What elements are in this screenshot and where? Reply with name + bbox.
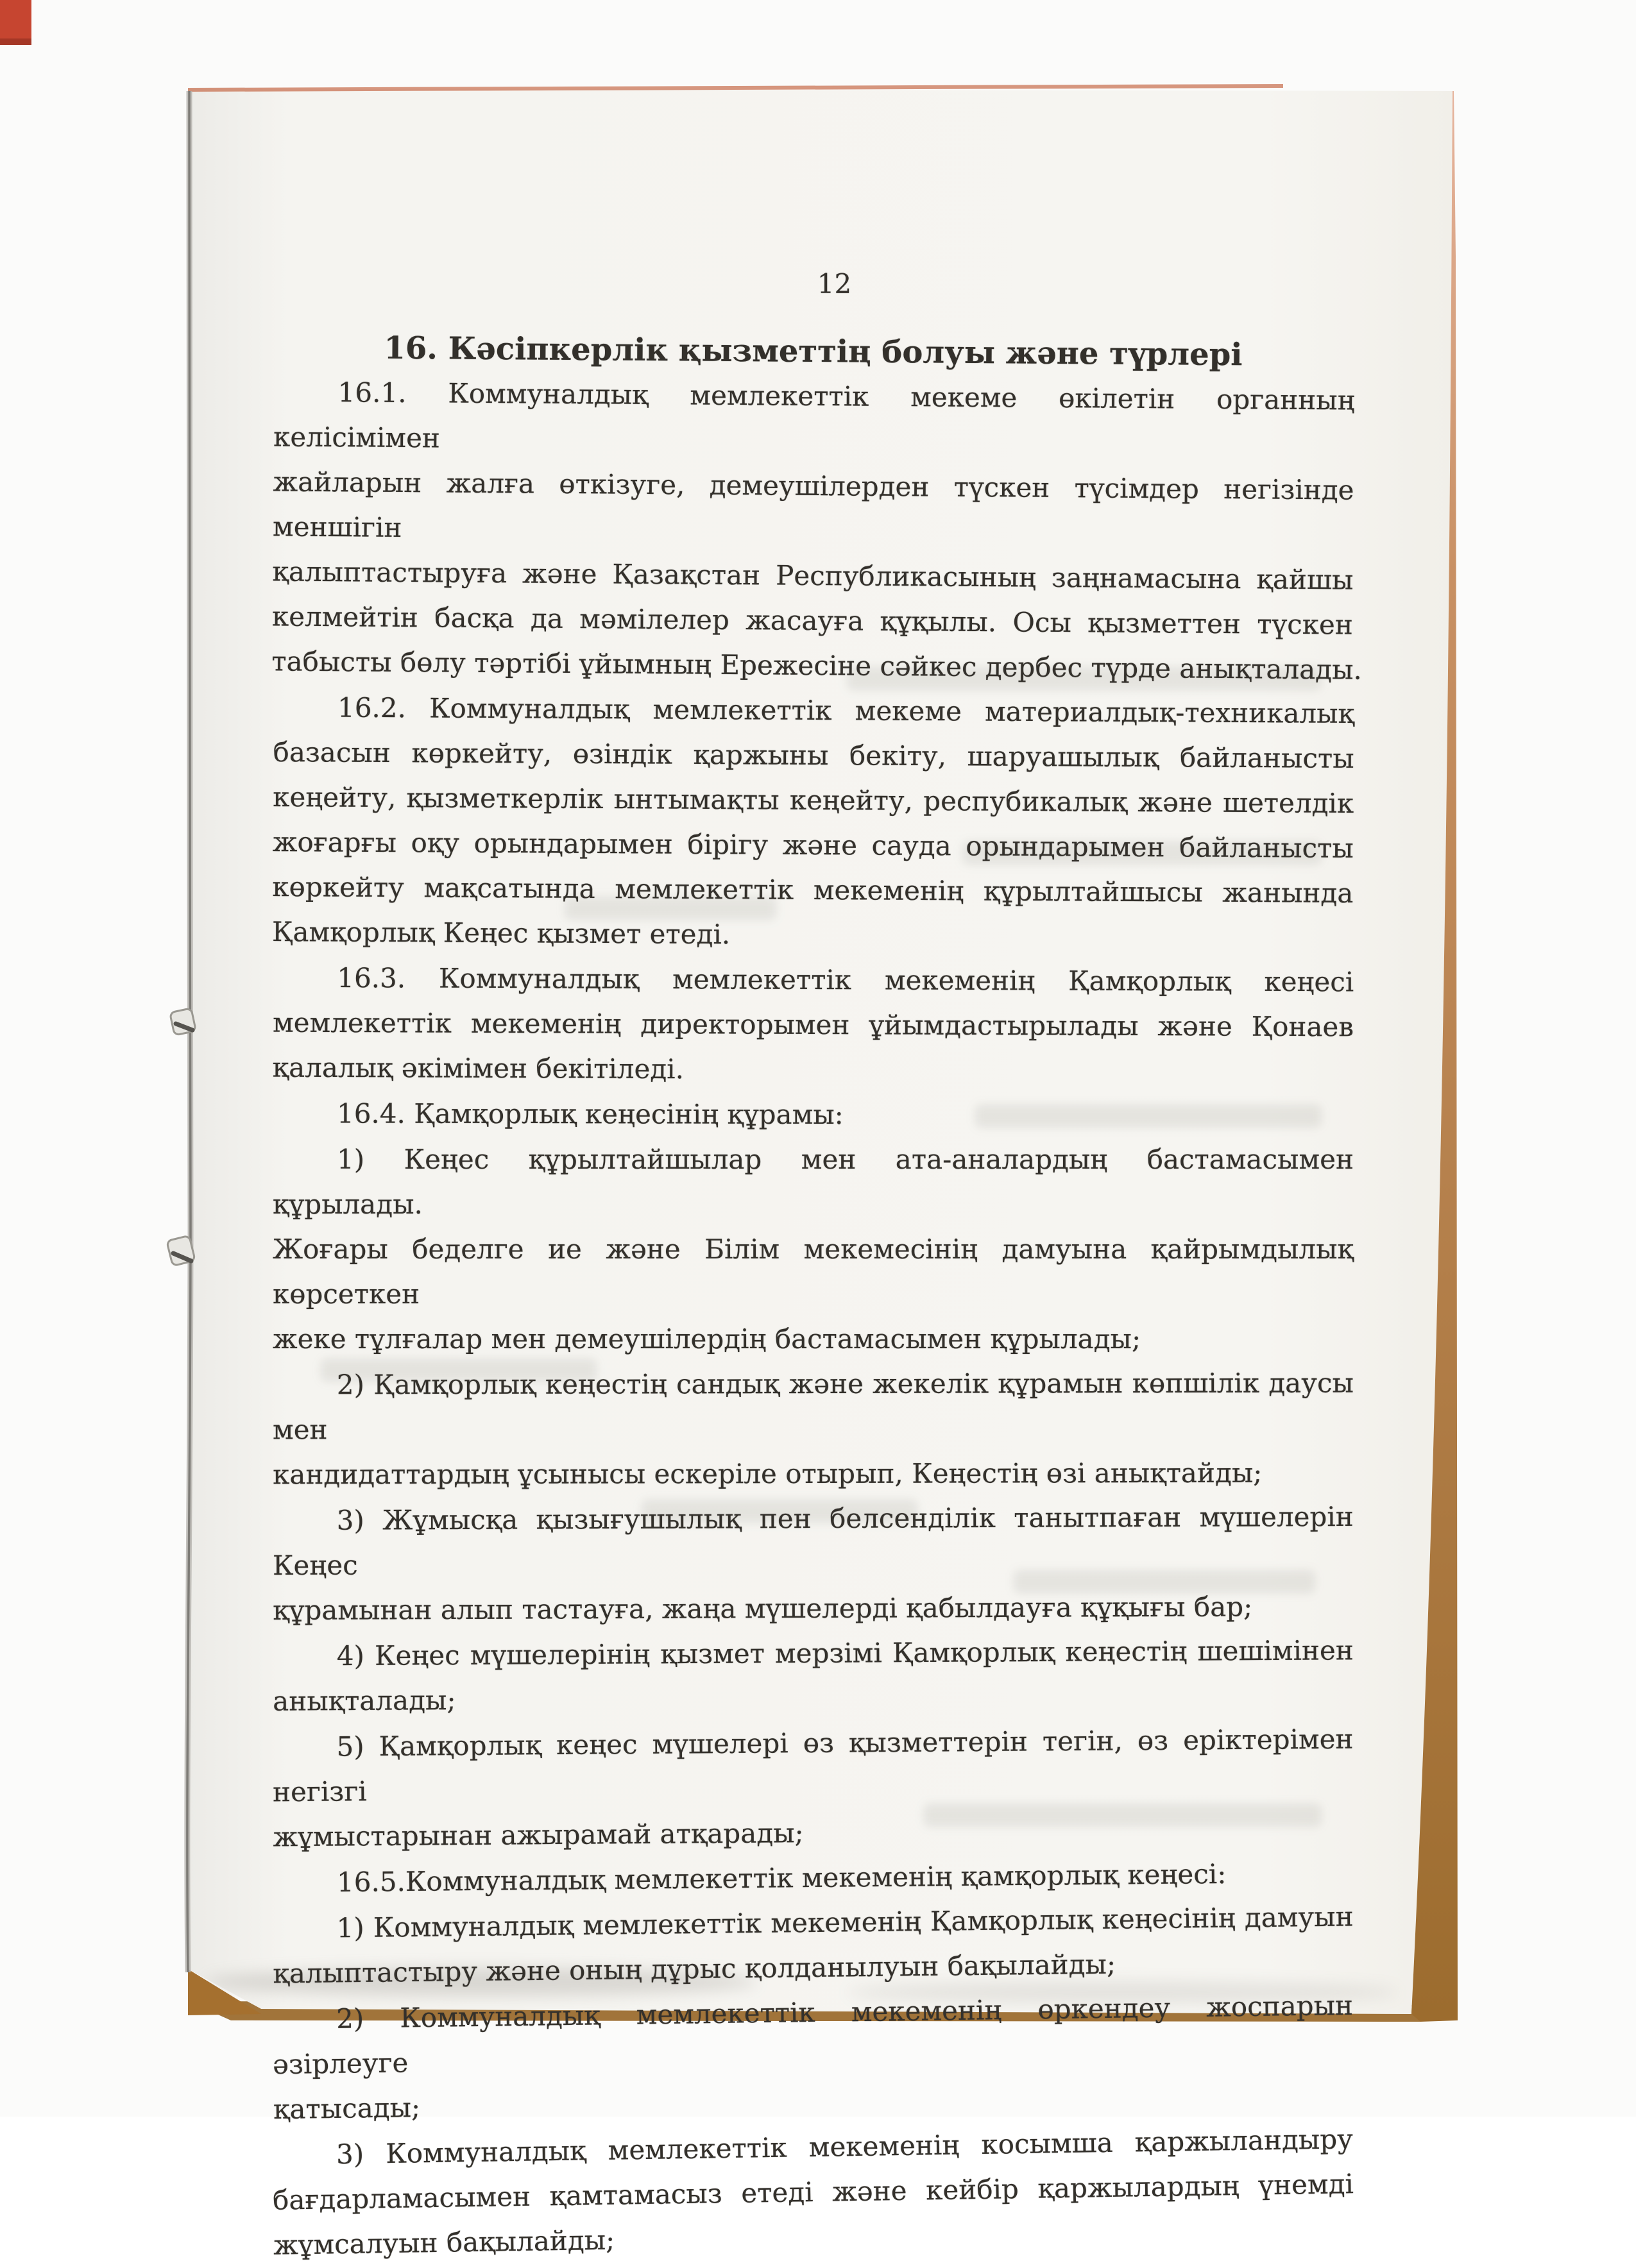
text-line: қалалық әкімімен бекітіледі. [272, 1051, 685, 1085]
text-line: табысты бөлу тәртібі ұйымның Ережесіне сәйкес дербес түрде анықталады. [271, 645, 1363, 686]
paragraph [273, 1091, 1354, 1138]
text-line: жайларын жалға өткізуге, демеушілерден түскен түсімдер негізінде меншігін [272, 466, 1354, 543]
text-line: қалыптастыруға және Қазақстан Республикасының заңнамасына қайшы [272, 555, 1354, 596]
paragraph [272, 1983, 1355, 2132]
text-line: қалыптастыру және оның дұрыс қолданылуын бақылайды; [273, 1948, 1116, 1990]
paragraph [271, 369, 1363, 692]
text-line: құрамынан алып тастауға, жаңа мүшелерді қабылдауға құқығы бар; [273, 1591, 1253, 1627]
text-line: кеңейту, қызметкерлік ынтымақты кеңейту, респубикалық және шетелдік [273, 781, 1354, 819]
text-line: жұмыстарынан ажырамай атқарады; [273, 1817, 804, 1853]
text-line: кандидаттардың ұсынысы ескеріле отырып, Кеңестің өзі анықтайды; [273, 1457, 1263, 1491]
text-line: 2) Коммуналдық мемлекеттік мекеменің өркендеу жоспарын әзірлеуге [272, 1989, 1354, 2081]
section-heading: 16. Кәсіпкерлік қызметтің болуы және түрлері [384, 330, 1243, 373]
paragraph [272, 685, 1354, 961]
text-line: 16.1. Коммуналдық мемлекеттік мекеме өкілетін органның келісімімен [273, 377, 1355, 454]
staple-mark-lower [167, 1235, 196, 1266]
text-line: көркейту мақсатында мемлекеттік мекеменің құрылтайшысы жанында [272, 870, 1354, 909]
text-line: Жоғары беделге ие және Білім мекемесінің дамуына қайрымдылық көрсеткен [272, 1233, 1354, 1310]
text-line: 16.2. Коммуналдық мемлекеттік мекеме материалдық-техникалық [337, 691, 1355, 730]
paragraph [273, 1494, 1354, 1633]
text-line: 2) Қамқорлық кеңестің сандық және жекелік құрамын көпшілік даусы мен [272, 1367, 1354, 1446]
text-line: жұмсалуын бақылайды; [273, 2224, 615, 2261]
page-text [271, 262, 1363, 2261]
text-line: Қамқорлық Кеңес қызмет етеді. [271, 915, 731, 951]
text-line: бағдарламасымен қамтамасыз етеді және кейбір қаржылардың үнемді [272, 2168, 1354, 2216]
paragraph [273, 956, 1354, 1095]
text-line: келмейтін басқа да мәмілелер жасауға құқылы. Осы қызметтен түскен [271, 600, 1354, 641]
staple-mark-upper [170, 1008, 196, 1035]
paragraph [273, 1137, 1354, 1362]
text-line: базасын көркейту, өзіндік қаржыны бекіту, шаруашылық байланысты [273, 736, 1354, 775]
text-line: 1) Коммуналдық мемлекеттік мекеменің Қамқорлық кеңесінің дамуын [336, 1900, 1354, 1944]
text-line: жеке тұлғалар мен демеушілердің бастамасымен құрылады; [272, 1323, 1141, 1355]
text-line: 4) Кеңес мүшелерінің қызмет мерзімі Қамқорлық кеңестің шешімінен [336, 1634, 1354, 1672]
text-line: 3) Жұмысқа қызығушылық пен белсенділік танытпаған мүшелерін Кеңес [272, 1500, 1354, 1582]
paragraph [272, 1717, 1354, 1860]
red-corner-mark [0, 0, 31, 45]
text-line: 16.3. Коммуналдық мемлекеттік мекеменің Қамқорлық кеңесі [337, 962, 1354, 998]
text-line: 16.4. Қамқорлық кеңесінің құрамы: [336, 1097, 844, 1131]
text-line: анықталады; [273, 1684, 456, 1717]
paragraph [273, 1628, 1354, 1723]
paragraph [272, 1894, 1354, 1996]
text-line: 1) Кеңес құрылтайшылар мен ата-аналардың бастамасымен құрылады. [273, 1143, 1354, 1220]
text-line: 16.5.Коммуналдық мемлекеттік мекеменің қамқорлық кеңесі: [336, 1858, 1227, 1898]
paragraph [272, 2117, 1355, 2268]
text-line: жоғарғы оқу орындарымен бірігу және сауда орындарымен байланысты [272, 826, 1354, 864]
text-line: мемлекеттік мекеменің директорымен ұйымдастырылады және Қонаев [272, 1006, 1354, 1043]
page-number: 12 [817, 268, 852, 300]
text-line: 3) Коммуналдық мемлекеттік мекеменің косымша қаржыландыру [336, 2123, 1354, 2171]
text-body [271, 374, 1363, 2261]
text-line: 5) Қамқорлық кеңес мүшелері өз қызметтерін тегін, өз еріктерімен негізгі [272, 1723, 1354, 1808]
text-line: қатысады; [273, 2092, 421, 2126]
paragraph [273, 1361, 1354, 1498]
